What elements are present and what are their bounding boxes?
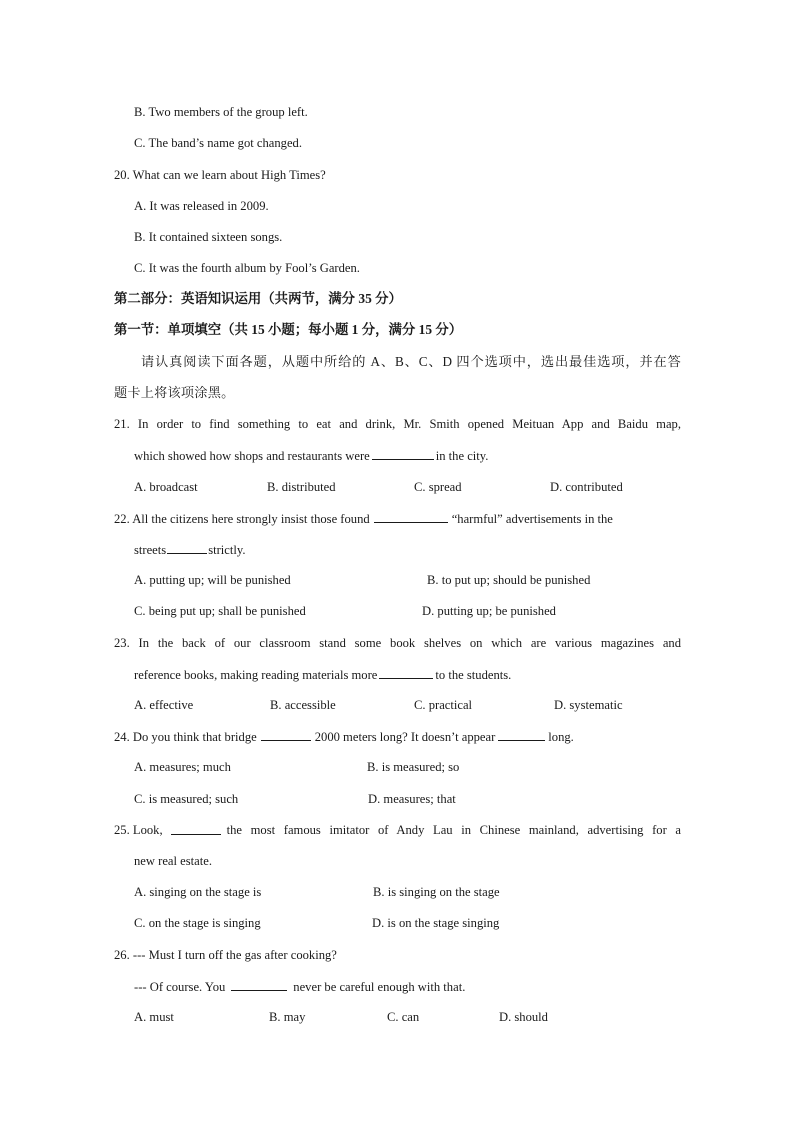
q24-text-b: 2000 meters long? It doesn’t appear bbox=[314, 730, 496, 744]
q25-stem-line1 bbox=[114, 822, 681, 838]
q21-stem-line2 bbox=[134, 447, 488, 464]
q24-option-c: C. is measured; such bbox=[134, 792, 239, 806]
q23-option-c: C. practical bbox=[414, 698, 473, 712]
q22-option-d: D. putting up; be punished bbox=[422, 604, 556, 618]
q26-answer-blank bbox=[231, 978, 287, 991]
q21-answer-blank bbox=[372, 447, 434, 460]
q21-stem-line1: 21. In order to find something to eat and drink, Mr. Smith opened Meituan App and Baidu map, bbox=[114, 417, 681, 431]
section-instruction-line1: 请认真阅读下面各题，从题中所给的 A、B、C、D 四个选项中，选出最佳选项，并在答 bbox=[141, 354, 681, 369]
q25-text-a: 25. Look, bbox=[114, 823, 163, 837]
q26-option-b: B. may bbox=[269, 1010, 306, 1024]
q25-text-b: the most famous imitator of Andy Lau in Chinese mainland, advertising for a bbox=[226, 823, 681, 837]
q21-text-a: which showed how shops and restaurants were bbox=[134, 449, 370, 463]
q24-answer-blank-1 bbox=[261, 728, 311, 741]
q26-option-a: A. must bbox=[134, 1010, 174, 1024]
q21-option-b: B. distributed bbox=[267, 480, 336, 494]
q22-text-d: strictly. bbox=[208, 543, 246, 557]
q23-stem-line1: 23. In the back of our classroom stand some book shelves on which are various magazines and bbox=[114, 636, 681, 650]
q22-answer-blank-2 bbox=[167, 541, 207, 554]
q19-option-c: C. The band’s name got changed. bbox=[134, 136, 302, 150]
q22-option-c: C. being put up; shall be punished bbox=[134, 604, 306, 618]
section-title: 第二部分：英语知识运用（共两节，满分 35 分） bbox=[114, 291, 402, 306]
q21-option-c: C. spread bbox=[414, 480, 462, 494]
q24-text-c: long. bbox=[548, 730, 574, 744]
q24-text-a: 24. Do you think that bridge bbox=[114, 730, 257, 744]
q24-option-b: B. is measured; so bbox=[367, 760, 460, 774]
q24-option-d: D. measures; that bbox=[368, 792, 456, 806]
q25-option-d: D. is on the stage singing bbox=[372, 916, 500, 930]
q25-stem-line2: new real estate. bbox=[134, 854, 212, 868]
q22-stem-line2 bbox=[134, 541, 246, 558]
q23-text-b: to the students. bbox=[435, 668, 512, 682]
q23-option-d: D. systematic bbox=[554, 698, 623, 712]
q26-option-d: D. should bbox=[499, 1010, 548, 1024]
q23-option-b: B. accessible bbox=[270, 698, 336, 712]
q20-stem: 20. What can we learn about High Times? bbox=[114, 168, 326, 182]
q22-text-a: 22. All the citizens here strongly insist those found bbox=[114, 512, 370, 526]
q21-option-d: D. contributed bbox=[550, 480, 623, 494]
q23-stem-line2 bbox=[134, 666, 511, 683]
q24-answer-blank-2 bbox=[498, 728, 545, 741]
q20-option-c: C. It was the fourth album by Fool’s Garden. bbox=[134, 261, 360, 275]
q26-option-c: C. can bbox=[387, 1010, 420, 1024]
q26-stem-line1: 26. --- Must I turn off the gas after cooking? bbox=[114, 948, 337, 962]
q25-option-c: C. on the stage is singing bbox=[134, 916, 261, 930]
q19-option-b: B. Two members of the group left. bbox=[134, 105, 308, 119]
q25-option-a: A. singing on the stage is bbox=[134, 885, 262, 899]
q22-option-b: B. to put up; should be punished bbox=[427, 573, 591, 587]
q20-option-a: A. It was released in 2009. bbox=[134, 199, 269, 213]
q22-stem-line1 bbox=[114, 510, 613, 527]
q26-text-a: --- Of course. You bbox=[134, 980, 226, 994]
q23-option-a: A. effective bbox=[134, 698, 194, 712]
q21-option-a: A. broadcast bbox=[134, 480, 198, 494]
q22-text-b: “harmful” advertisements in the bbox=[451, 512, 613, 526]
q23-text-a: reference books, making reading materials more bbox=[134, 668, 378, 682]
q22-text-c: streets bbox=[134, 543, 167, 557]
section-instruction-line2: 题卡上将该项涂黑。 bbox=[114, 385, 235, 400]
q26-stem-line2 bbox=[134, 978, 465, 995]
q26-text-b: never be careful enough with that. bbox=[293, 980, 466, 994]
q23-answer-blank bbox=[379, 666, 433, 679]
q25-answer-blank bbox=[171, 822, 221, 835]
q25-option-b: B. is singing on the stage bbox=[373, 885, 500, 899]
q24-option-a: A. measures; much bbox=[134, 760, 231, 774]
q21-text-b: in the city. bbox=[435, 449, 489, 463]
q24-stem bbox=[114, 728, 574, 745]
q22-option-a: A. putting up; will be punished bbox=[134, 573, 291, 587]
section-subtitle: 第一节：单项填空（共 15 小题；每小题 1 分，满分 15 分） bbox=[114, 322, 463, 337]
q20-option-b: B. It contained sixteen songs. bbox=[134, 230, 283, 244]
q22-answer-blank-1 bbox=[374, 510, 448, 523]
